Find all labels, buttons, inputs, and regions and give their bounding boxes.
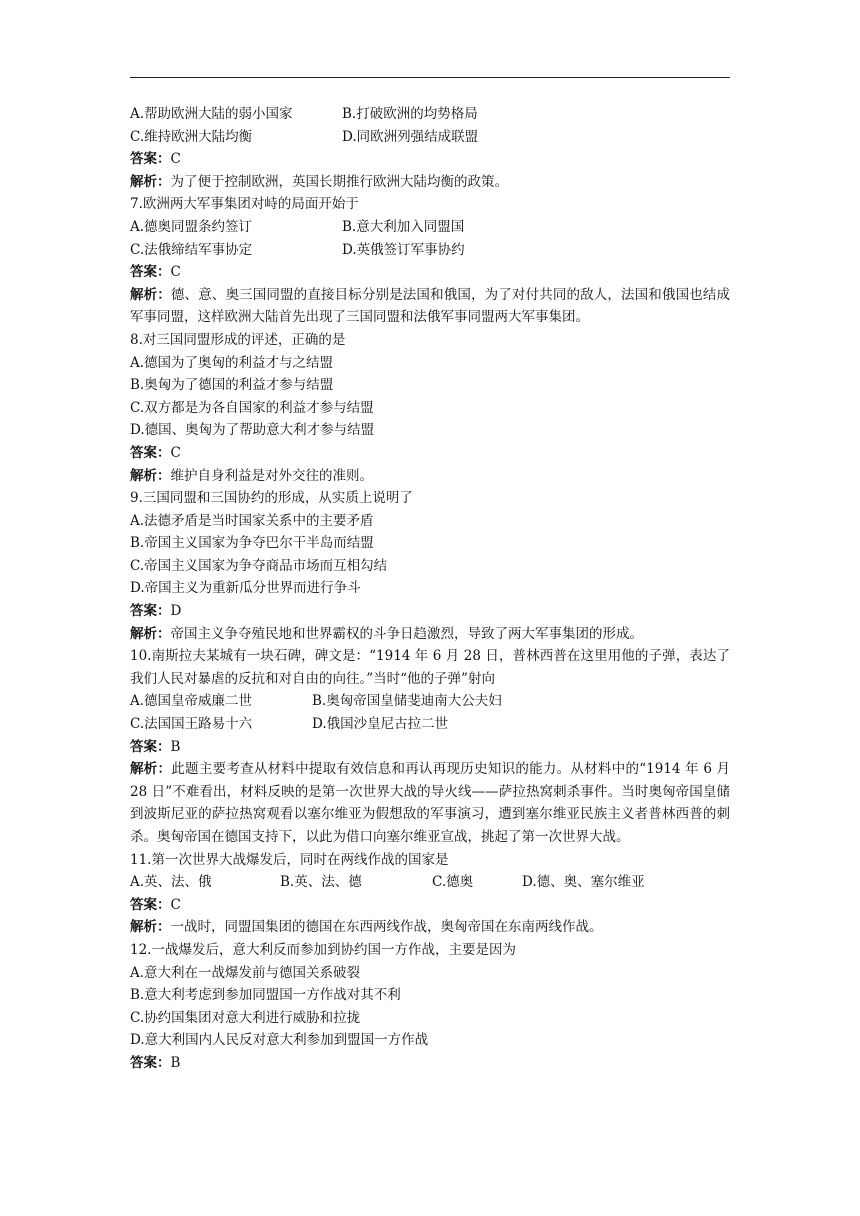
q12-option-d: D.意大利国内人民反对意大利参加到盟国一方作战	[130, 1032, 429, 1049]
q11-answer-value: C	[170, 896, 181, 913]
q10-stem: 10.南斯拉夫某城有一块石碑，碑文是：“1914 年 6 月 28 日，普林西普在这里用他的子弹，表达了我们人民对暴虐的反抗和对自由的向往。”当时“他的子弹”射向	[130, 648, 730, 687]
q7-analysis-text: 德、意、奥三国同盟的直接目标分别是法国和俄国，为了对付共同的敌人，法国和俄国也结成军事同盟，这样欧洲大陆首先出现了三国同盟和法俄军事同盟两大军事集团。	[130, 286, 731, 326]
analysis-label: 解析：	[130, 761, 172, 778]
q6-options-row-2	[130, 126, 730, 149]
q10-option-b: B.奥匈帝国皇储斐迪南大公夫妇	[312, 693, 502, 710]
q12-option-c: C.协约国集团对意大利进行威胁和拉拢	[130, 1009, 361, 1026]
q7-analysis	[130, 284, 730, 329]
answer-label: 答案：	[130, 1054, 171, 1071]
analysis-label: 解析：	[130, 286, 171, 303]
q8-option-b: B.奥匈为了德国的利益才参与结盟	[130, 377, 334, 394]
q8-analysis-text: 维护自身利益是对外交往的准则。	[170, 467, 373, 484]
q6-analysis	[130, 171, 730, 194]
answer-label: 答案：	[130, 444, 171, 461]
q8-option-c: C.双方都是为各自国家的利益才参与结盟	[130, 399, 374, 416]
q10-analysis-text: 此题主要考查从材料中提取有效信息和再认再现历史知识的能力。从材料中的“1914 年 6 月 28 日”不难看出，材料反映的是第一次世界大战的导火线——萨拉热窝刺杀事件。当时奥匈帝国皇储到波斯尼亚的萨拉热窝观看以塞尔维亚为假想敌的军事演习，遭到塞尔维亚民族主义者普林西普的刺杀。奥匈帝国在德国支持下，以此为借口向塞尔维亚宣战，挑起了第一次世界大战。	[130, 761, 730, 845]
q11-analysis-text: 一战时，同盟国集团的德国在东西两线作战，奥匈帝国在东南两线作战。	[170, 919, 603, 936]
header-rule	[130, 77, 730, 78]
q10-answer	[130, 736, 730, 759]
q8-option-a: A.德国为了奥匈的利益才与之结盟	[130, 354, 334, 371]
q6-analysis-text: 为了便于控制欧洲，英国长期推行欧洲大陆均衡的政策。	[170, 173, 508, 190]
q7-option-b: B.意大利加入同盟国	[342, 218, 465, 235]
q11-options-row	[130, 871, 730, 894]
q6-option-d: D.同欧洲列强结成联盟	[342, 128, 479, 145]
q12-answer	[130, 1052, 730, 1075]
q10-analysis	[130, 758, 730, 848]
q9-option-a: A.法德矛盾是当时国家关系中的主要矛盾	[130, 512, 374, 529]
q10-option-d: D.俄国沙皇尼古拉二世	[312, 716, 449, 733]
q8-analysis	[130, 465, 730, 488]
q9-analysis-text: 帝国主义争夺殖民地和世界霸权的斗争日趋激烈，导致了两大军事集团的形成。	[170, 625, 643, 642]
answer-label: 答案：	[130, 738, 171, 755]
q7-answer-value: C	[170, 264, 181, 281]
analysis-label: 解析：	[130, 625, 171, 642]
q7-stem: 7.欧洲两大军事集团对峙的局面开始于	[130, 196, 359, 213]
q7-options-row-2	[130, 239, 730, 262]
q11-option-b: B.英、法、德	[280, 874, 362, 891]
answer-label: 答案：	[130, 264, 171, 281]
q8-option-d: D.德国、奥匈为了帮助意大利才参与结盟	[130, 422, 375, 439]
q9-answer	[130, 600, 730, 623]
q9-option-b: B.帝国主义国家为争夺巴尔干半岛而结盟	[130, 535, 374, 552]
q12-answer-value: B	[170, 1054, 181, 1071]
q9-analysis	[130, 623, 730, 646]
q7-option-d: D.英俄签订军事协约	[342, 241, 465, 258]
q7-option-a: A.德奥同盟条约签订	[130, 218, 253, 235]
q6-options-row-1	[130, 103, 730, 126]
q7-options-row-1	[130, 216, 730, 239]
analysis-label: 解析：	[130, 173, 171, 190]
q7-answer	[130, 261, 730, 284]
answer-label: 答案：	[130, 603, 171, 620]
q6-option-b: B.打破欧洲的均势格局	[342, 106, 478, 122]
q6-answer	[130, 148, 730, 171]
q11-stem: 11.第一次世界大战爆发后，同时在两线作战的国家是	[130, 851, 449, 868]
q8-answer	[130, 442, 730, 465]
q6-answer-value: C	[170, 151, 181, 168]
q7-option-c: C.法俄缔结军事协定	[130, 241, 253, 258]
q9-option-c: C.帝国主义国家为争夺商品市场而互相勾结	[130, 557, 388, 574]
q12-stem: 12.一战爆发后，意大利反而参加到协约国一方作战，主要是因为	[130, 941, 516, 958]
q11-answer	[130, 894, 730, 917]
q10-answer-value: B	[170, 738, 181, 755]
q9-option-d: D.帝国主义为重新瓜分世界而进行争斗	[130, 580, 361, 597]
page-content	[130, 103, 730, 1075]
q8-stem: 8.对三国同盟形成的评述，正确的是	[130, 331, 346, 348]
answer-label: 答案：	[130, 896, 171, 913]
q10-options-row-2	[130, 713, 730, 736]
answer-label: 答案：	[130, 151, 171, 168]
analysis-label: 解析：	[130, 467, 171, 484]
q11-option-a: A.英、法、俄	[130, 874, 212, 891]
q6-option-a: A.帮助欧洲大陆的弱小国家	[130, 106, 293, 122]
q12-option-a: A.意大利在一战爆发前与德国关系破裂	[130, 964, 361, 981]
q11-option-d: D.德、奥、塞尔维亚	[522, 874, 645, 891]
q9-stem: 9.三国同盟和三国协约的形成，从实质上说明了	[130, 490, 413, 507]
q11-analysis	[130, 916, 730, 939]
q8-answer-value: C	[170, 444, 181, 461]
q11-option-c: C.德奥	[432, 874, 474, 891]
q12-option-b: B.意大利考虑到参加同盟国一方作战对其不利	[130, 987, 401, 1004]
q10-options-row-1	[130, 690, 730, 713]
q10-option-a: A.德国皇帝威廉二世	[130, 693, 253, 710]
q6-option-c: C.维持欧洲大陆均衡	[130, 128, 253, 145]
analysis-label: 解析：	[130, 919, 171, 936]
q10-option-c: C.法国国王路易十六	[130, 716, 253, 733]
q9-answer-value: D	[170, 603, 182, 620]
